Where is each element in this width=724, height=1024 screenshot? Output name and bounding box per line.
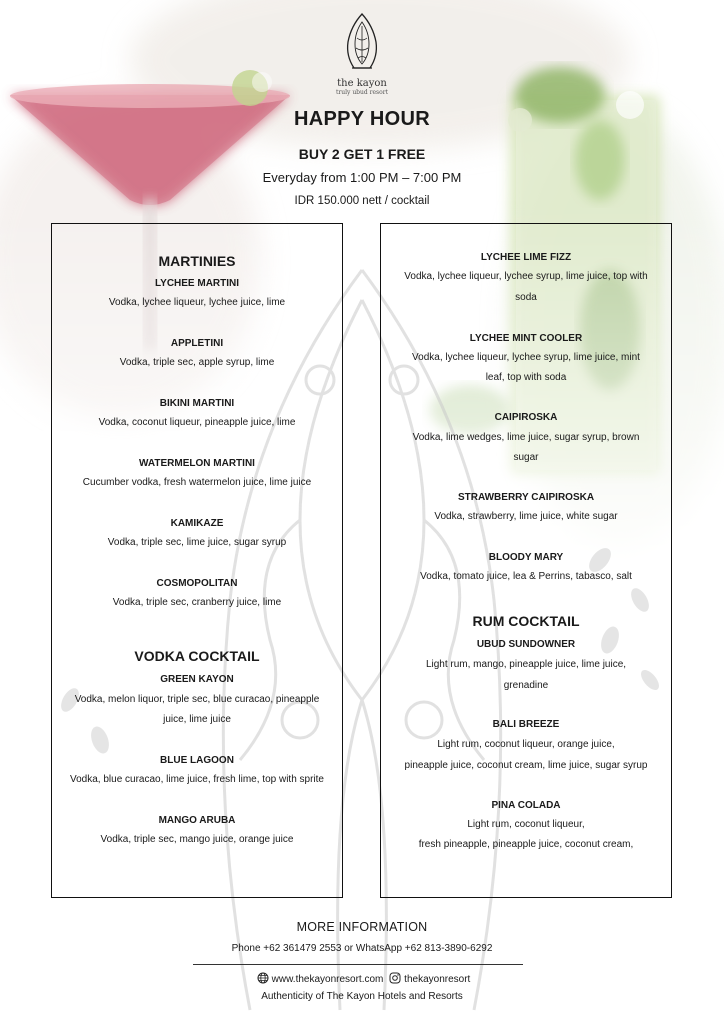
menu-panel-right (380, 223, 672, 898)
drink-ingredients: Cucumber vodka, fresh watermelon juice, lime juice (82, 477, 312, 488)
drink-name: BALI BREEZE (492, 719, 560, 730)
drink-ingredients: Vodka, lychee liqueur, lychee juice, lime (108, 297, 286, 308)
drink-ingredients: Vodka, triple sec, apple syrup, lime (119, 357, 275, 368)
drink-name: MANGO ARUBA (158, 815, 236, 826)
drink-name: LYCHEE LIME FIZZ (480, 252, 572, 263)
more-info-heading: MORE INFORMATION (296, 920, 428, 934)
drink-name: LYCHEE MARTINI (154, 278, 240, 289)
drink-ingredients: grenadine (503, 680, 549, 691)
social-links (0, 972, 724, 987)
drink-ingredients: juice, lime juice (163, 714, 231, 725)
brand-header (0, 12, 724, 96)
brand-name: the kayon (337, 78, 387, 89)
category-heading-martinis: MARTINIES (158, 253, 236, 269)
drink-ingredients: Vodka, lime wedges, lime juice, sugar syrup, brown (412, 432, 640, 443)
category-heading-vodka: VODKA COCKTAIL (134, 648, 260, 664)
drink-ingredients: Vodka, triple sec, cranberry juice, lime (112, 597, 282, 608)
drink-ingredients: Vodka, strawberry, lime juice, white sugar (434, 511, 618, 522)
drink-name: KAMIKAZE (170, 518, 224, 529)
instagram-icon (389, 972, 401, 987)
drink-ingredients: leaf, top with soda (485, 372, 567, 383)
drink-name: LYCHEE MINT COOLER (469, 333, 583, 344)
drink-name: STRAWBERRY CAIPIROSKA (457, 492, 595, 503)
drink-name: WATERMELON MARTINI (139, 458, 255, 469)
globe-icon (257, 972, 269, 987)
kayon-logo-icon (343, 12, 381, 72)
menu-panel-left (51, 223, 343, 898)
drink-ingredients: soda (515, 292, 537, 303)
footer-divider (193, 964, 523, 965)
promo-text: BUY 2 GET 1 FREE (298, 146, 426, 162)
drink-ingredients: Vodka, tomato juice, lea & Perrins, tabasco, salt (420, 571, 632, 582)
drink-name: UBUD SUNDOWNER (476, 639, 576, 650)
drink-name: BLUE LAGOON (160, 755, 234, 766)
drink-ingredients: fresh pineapple, pineapple juice, coconut cream, (418, 839, 634, 850)
drink-ingredients: pineapple juice, coconut cream, lime juice, sugar syrup (404, 760, 648, 771)
drink-ingredients: Vodka, blue curacao, lime juice, fresh lime, top with sprite (69, 774, 324, 785)
drink-ingredients: Vodka, triple sec, lime juice, sugar syrup (107, 537, 287, 548)
drink-ingredients: Vodka, melon liquor, triple sec, blue curacao, pineapple (74, 694, 320, 705)
category-heading-rum: RUM COCKTAIL (472, 613, 580, 629)
drink-ingredients: Vodka, lychee liqueur, lychee syrup, lime juice, mint (412, 352, 640, 363)
drink-name: APPLETINI (170, 338, 224, 349)
drink-ingredients: Vodka, lychee liqueur, lychee syrup, lime juice, top with (404, 271, 648, 282)
drink-ingredients: Light rum, coconut liqueur, (467, 819, 585, 830)
drink-ingredients: Light rum, coconut liqueur, orange juice, (437, 739, 615, 750)
brand-tagline: truly ubud resort (335, 89, 389, 96)
drink-name: COSMOPOLITAN (156, 578, 238, 589)
drink-name: GREEN KAYON (160, 674, 234, 685)
drink-ingredients: Vodka, coconut liqueur, pineapple juice, lime (98, 417, 296, 428)
hours-text: Everyday from 1:00 PM – 7:00 PM (262, 170, 462, 185)
drink-ingredients: Vodka, triple sec, mango juice, orange juice (100, 834, 294, 845)
website-link[interactable]: www.thekayonresort.com (271, 974, 384, 986)
drink-ingredients: sugar (513, 452, 539, 463)
price-text: IDR 150.000 nett / cocktail (294, 195, 430, 207)
drink-name: PINA COLADA (491, 800, 561, 811)
drink-name: BIKINI MARTINI (159, 398, 235, 409)
drink-name: CAIPIROSKA (494, 412, 558, 423)
contact-text: Phone +62 361479 2553 or WhatsApp +62 813-3890-6292 (231, 943, 493, 954)
authenticity-text: Authenticity of The Kayon Hotels and Resorts (261, 991, 463, 1002)
drink-ingredients: Light rum, mango, pineapple juice, lime juice, (425, 659, 627, 670)
instagram-link[interactable]: thekayonresort (404, 974, 471, 986)
page-title: HAPPY HOUR (294, 108, 430, 130)
drink-name: BLOODY MARY (488, 552, 564, 563)
